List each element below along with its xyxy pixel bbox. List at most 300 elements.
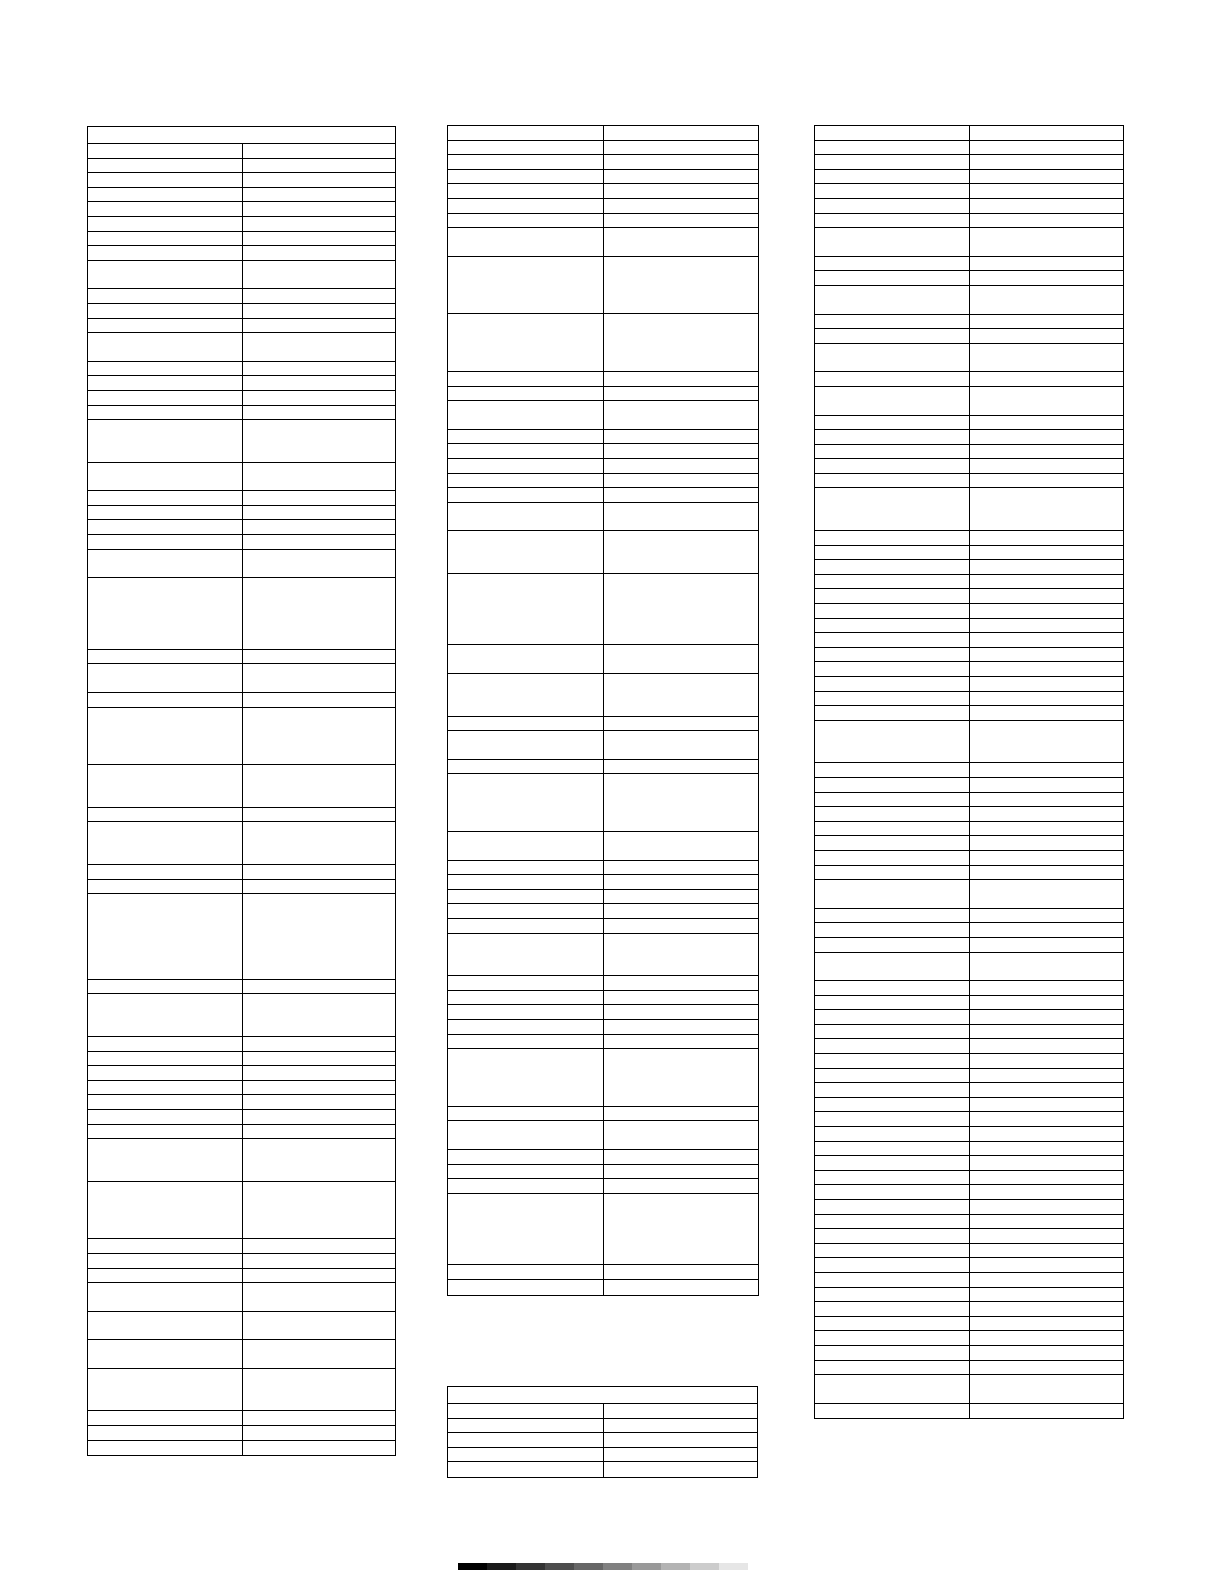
label-cell	[448, 976, 603, 990]
value-cell	[969, 1244, 1123, 1258]
value-cell	[603, 257, 758, 314]
label-cell	[815, 923, 969, 937]
table-row	[88, 319, 395, 334]
table-row	[448, 141, 758, 156]
table-row	[88, 894, 395, 980]
value-cell	[969, 880, 1123, 908]
value-cell	[969, 836, 1123, 850]
table-row	[448, 890, 758, 905]
label-cell	[88, 188, 242, 202]
table-row	[815, 778, 1123, 793]
table-row	[88, 1312, 395, 1341]
table-row	[88, 391, 395, 406]
table-row	[88, 1426, 395, 1441]
label-cell	[88, 333, 242, 361]
table-row	[448, 488, 758, 503]
table-row	[448, 934, 758, 977]
table-row	[448, 774, 758, 832]
label-cell	[815, 721, 969, 763]
label-cell	[88, 391, 242, 405]
label-cell	[815, 387, 969, 415]
value-cell	[242, 865, 396, 879]
value-cell	[969, 155, 1123, 169]
label-cell	[815, 531, 969, 545]
label-cell	[815, 1215, 969, 1229]
value-cell	[969, 1127, 1123, 1141]
value-cell	[603, 184, 758, 198]
value-cell	[603, 731, 758, 759]
value-cell	[969, 1156, 1123, 1170]
value-cell	[969, 662, 1123, 676]
label-cell	[815, 445, 969, 459]
gray-swatch	[690, 1563, 719, 1570]
value-cell	[603, 904, 758, 918]
table-row	[448, 919, 758, 934]
value-cell	[242, 1269, 396, 1283]
table-row	[88, 520, 395, 535]
label-cell	[815, 589, 969, 603]
table-row	[815, 851, 1123, 866]
table-row	[815, 1258, 1123, 1273]
table-row	[88, 159, 395, 174]
value-cell	[969, 1302, 1123, 1316]
value-cell	[603, 717, 758, 731]
table-row	[815, 953, 1123, 982]
value-cell	[969, 1273, 1123, 1287]
value-cell	[969, 214, 1123, 228]
value-cell	[603, 503, 758, 531]
label-cell	[815, 1069, 969, 1083]
value-cell	[969, 1331, 1123, 1345]
label-cell	[815, 807, 969, 821]
gray-swatch	[661, 1563, 690, 1570]
value-cell	[242, 159, 396, 173]
table-row	[88, 578, 395, 650]
value-cell	[969, 1375, 1123, 1403]
table-row	[88, 865, 395, 880]
value-cell	[969, 1185, 1123, 1199]
value-cell	[242, 304, 396, 318]
label-cell	[88, 173, 242, 187]
label-cell	[88, 1411, 242, 1425]
table-row	[815, 170, 1123, 185]
value-cell	[242, 822, 396, 864]
label-cell	[88, 1340, 242, 1368]
label-cell	[448, 228, 603, 256]
table-row	[88, 1411, 395, 1426]
label-cell	[815, 141, 969, 155]
table-row	[815, 807, 1123, 822]
table-row	[815, 459, 1123, 474]
label-cell	[815, 793, 969, 807]
value-cell	[603, 760, 758, 774]
table-row	[88, 880, 395, 895]
label-cell	[448, 731, 603, 759]
value-cell	[603, 890, 758, 904]
table-row	[448, 1265, 758, 1280]
label-cell	[815, 228, 969, 256]
table-row	[815, 1054, 1123, 1069]
value-cell	[969, 488, 1123, 530]
label-cell	[448, 488, 603, 502]
label-cell	[815, 1375, 969, 1403]
label-cell	[88, 202, 242, 216]
label-cell	[815, 1025, 969, 1039]
label-cell	[815, 1171, 969, 1185]
table-row	[448, 214, 758, 229]
label-cell	[88, 1095, 242, 1109]
label-cell	[88, 1283, 242, 1311]
table-row	[815, 488, 1123, 531]
value-cell	[969, 445, 1123, 459]
value-cell	[969, 1346, 1123, 1360]
label-cell	[448, 1179, 603, 1193]
value-cell	[242, 202, 396, 216]
label-cell	[448, 832, 603, 860]
table-row	[448, 1404, 757, 1419]
table-row	[815, 1083, 1123, 1098]
table-row	[448, 531, 758, 574]
table-row	[88, 376, 395, 391]
label-cell	[815, 199, 969, 213]
table-row	[448, 199, 758, 214]
value-cell	[603, 214, 758, 228]
value-cell	[603, 444, 758, 458]
label-cell	[815, 416, 969, 430]
value-cell	[603, 645, 758, 673]
table-row	[88, 765, 395, 808]
label-cell	[815, 372, 969, 386]
table-body	[448, 126, 758, 1295]
label-cell	[448, 1419, 603, 1433]
label-cell	[88, 650, 242, 664]
table-row	[88, 994, 395, 1037]
table-row	[88, 173, 395, 188]
label-cell	[815, 430, 969, 444]
label-cell	[448, 155, 603, 169]
table-row	[815, 589, 1123, 604]
label-cell	[448, 1404, 603, 1418]
table-row	[815, 1346, 1123, 1361]
value-cell	[603, 1404, 758, 1418]
value-cell	[969, 184, 1123, 198]
table-row	[88, 491, 395, 506]
table-row	[815, 1127, 1123, 1142]
value-cell	[242, 406, 396, 420]
value-cell	[242, 578, 396, 649]
gray-swatch	[574, 1563, 603, 1570]
value-cell	[242, 362, 396, 376]
label-cell	[815, 880, 969, 908]
value-cell	[969, 286, 1123, 314]
label-cell	[448, 387, 603, 401]
table-row	[815, 141, 1123, 156]
label-cell	[815, 1404, 969, 1419]
label-cell	[815, 1229, 969, 1243]
label-cell	[815, 1156, 969, 1170]
label-cell	[88, 159, 242, 173]
table-row	[88, 362, 395, 377]
value-cell	[969, 1010, 1123, 1024]
table-row	[448, 503, 758, 532]
value-cell	[242, 491, 396, 505]
label-cell	[88, 246, 242, 260]
table-row	[88, 1340, 395, 1369]
label-cell	[815, 1361, 969, 1375]
value-cell	[603, 1433, 758, 1447]
label-cell	[448, 314, 603, 371]
value-cell	[969, 1025, 1123, 1039]
value-cell	[969, 721, 1123, 763]
value-cell	[969, 633, 1123, 647]
table-row	[815, 1317, 1123, 1332]
value-cell	[242, 1411, 396, 1425]
label-cell	[815, 1200, 969, 1214]
value-cell	[242, 664, 396, 692]
table-row	[88, 289, 395, 304]
value-cell	[603, 459, 758, 473]
table-row	[815, 996, 1123, 1011]
label-cell	[815, 546, 969, 560]
label-cell	[815, 1054, 969, 1068]
label-cell	[448, 1462, 603, 1477]
label-cell	[815, 1098, 969, 1112]
value-cell	[603, 934, 758, 976]
table-row	[448, 1419, 757, 1434]
label-cell	[815, 1244, 969, 1258]
label-cell	[815, 981, 969, 995]
label-cell	[448, 1448, 603, 1462]
value-cell	[969, 315, 1123, 329]
value-cell	[603, 1107, 758, 1121]
label-cell	[88, 693, 242, 707]
value-cell	[603, 199, 758, 213]
value-cell	[242, 1125, 396, 1139]
label-cell	[448, 126, 603, 140]
label-cell	[448, 257, 603, 314]
table-row	[815, 1273, 1123, 1288]
gray-swatch	[458, 1563, 487, 1570]
label-cell	[88, 1269, 242, 1283]
table-row	[815, 560, 1123, 575]
label-cell	[88, 1081, 242, 1095]
label-cell	[88, 319, 242, 333]
label-cell	[448, 401, 603, 429]
value-cell	[969, 938, 1123, 952]
table-row	[815, 822, 1123, 837]
table-row	[88, 246, 395, 261]
table-row	[88, 304, 395, 319]
table-row	[88, 1239, 395, 1254]
value-cell	[242, 1426, 396, 1440]
table-row	[448, 1194, 758, 1266]
label-cell	[815, 1127, 969, 1141]
table-row	[815, 1404, 1123, 1419]
label-cell	[815, 488, 969, 530]
value-cell	[969, 531, 1123, 545]
table-caption	[88, 127, 395, 144]
table-row	[815, 1229, 1123, 1244]
label-cell	[815, 344, 969, 372]
table-row	[88, 822, 395, 865]
label-cell	[815, 996, 969, 1010]
table-row	[448, 1448, 757, 1463]
table-row	[88, 1081, 395, 1096]
table-row	[815, 1098, 1123, 1113]
value-cell	[603, 774, 758, 831]
table-row	[815, 184, 1123, 199]
label-cell	[815, 953, 969, 981]
value-cell	[242, 1066, 396, 1080]
table-bottom	[447, 1386, 758, 1478]
value-cell	[603, 170, 758, 184]
label-cell	[88, 1052, 242, 1066]
label-cell	[448, 717, 603, 731]
value-cell	[969, 763, 1123, 777]
table-row	[815, 286, 1123, 315]
table-row	[815, 706, 1123, 721]
label-cell	[88, 506, 242, 520]
value-cell	[969, 546, 1123, 560]
value-cell	[969, 228, 1123, 256]
table-row	[88, 1139, 395, 1182]
table-row	[88, 1037, 395, 1052]
table-row	[448, 155, 758, 170]
label-cell	[88, 520, 242, 534]
label-cell	[815, 1288, 969, 1302]
label-cell	[88, 1139, 242, 1181]
label-cell	[448, 141, 603, 155]
value-cell	[242, 550, 396, 578]
value-cell	[603, 1165, 758, 1179]
value-cell	[242, 520, 396, 534]
table-middle	[447, 125, 759, 1296]
table-row	[88, 463, 395, 492]
label-cell	[815, 1185, 969, 1199]
label-cell	[448, 444, 603, 458]
table-row	[88, 261, 395, 290]
value-cell	[969, 387, 1123, 415]
value-cell	[242, 1095, 396, 1109]
value-cell	[969, 648, 1123, 662]
value-cell	[603, 1462, 758, 1477]
label-cell	[815, 648, 969, 662]
value-cell	[242, 994, 396, 1036]
label-cell	[448, 919, 603, 933]
value-cell	[969, 459, 1123, 473]
label-cell	[448, 184, 603, 198]
table-row	[815, 344, 1123, 373]
value-cell	[242, 1312, 396, 1340]
table-row	[815, 1288, 1123, 1303]
label-cell	[448, 170, 603, 184]
table-row	[815, 126, 1123, 141]
label-cell	[448, 503, 603, 531]
table-body	[815, 126, 1123, 1418]
label-cell	[815, 938, 969, 952]
label-cell	[88, 362, 242, 376]
table-row	[88, 188, 395, 203]
value-cell	[969, 372, 1123, 386]
value-cell	[969, 981, 1123, 995]
table-row	[815, 836, 1123, 851]
value-cell	[969, 589, 1123, 603]
label-cell	[88, 1037, 242, 1051]
label-cell	[448, 1049, 603, 1106]
table-row	[88, 650, 395, 665]
gray-swatch	[603, 1563, 632, 1570]
table-row	[815, 531, 1123, 546]
label-cell	[815, 692, 969, 706]
gray-swatch	[516, 1563, 545, 1570]
value-cell	[242, 1081, 396, 1095]
value-cell	[969, 953, 1123, 981]
value-cell	[242, 1254, 396, 1268]
value-cell	[969, 1215, 1123, 1229]
table-row	[88, 693, 395, 708]
value-cell	[603, 401, 758, 429]
value-cell	[242, 980, 396, 994]
label-cell	[815, 184, 969, 198]
table-row	[815, 1142, 1123, 1157]
table-row	[88, 420, 395, 463]
table-row	[815, 445, 1123, 460]
table-row	[448, 875, 758, 890]
table-row	[448, 1433, 757, 1448]
table-row	[448, 976, 758, 991]
label-cell	[88, 1369, 242, 1411]
label-cell	[815, 1010, 969, 1024]
value-cell	[969, 923, 1123, 937]
label-cell	[815, 575, 969, 589]
value-cell	[969, 1200, 1123, 1214]
table-row	[815, 633, 1123, 648]
label-cell	[815, 474, 969, 488]
value-cell	[969, 1098, 1123, 1112]
value-cell	[969, 677, 1123, 691]
label-cell	[448, 645, 603, 673]
table-row	[88, 1441, 395, 1456]
value-cell	[603, 919, 758, 933]
table-row	[815, 1069, 1123, 1084]
table-row	[815, 763, 1123, 778]
label-cell	[815, 286, 969, 314]
value-cell	[242, 289, 396, 303]
value-cell	[603, 155, 758, 169]
value-cell	[242, 1283, 396, 1311]
value-cell	[242, 1239, 396, 1253]
value-cell	[603, 875, 758, 889]
table-row	[815, 1215, 1123, 1230]
value-cell	[969, 141, 1123, 155]
value-cell	[969, 126, 1123, 140]
value-cell	[603, 314, 758, 371]
table-row	[448, 1150, 758, 1165]
label-cell	[448, 904, 603, 918]
table-row	[815, 1200, 1123, 1215]
value-cell	[242, 1110, 396, 1124]
value-cell	[603, 430, 758, 444]
table-row	[815, 1156, 1123, 1171]
label-cell	[448, 890, 603, 904]
label-cell	[88, 578, 242, 649]
value-cell	[603, 1049, 758, 1106]
value-cell	[603, 488, 758, 502]
value-cell	[969, 1069, 1123, 1083]
label-cell	[88, 1066, 242, 1080]
table-row	[448, 731, 758, 760]
value-cell	[242, 391, 396, 405]
